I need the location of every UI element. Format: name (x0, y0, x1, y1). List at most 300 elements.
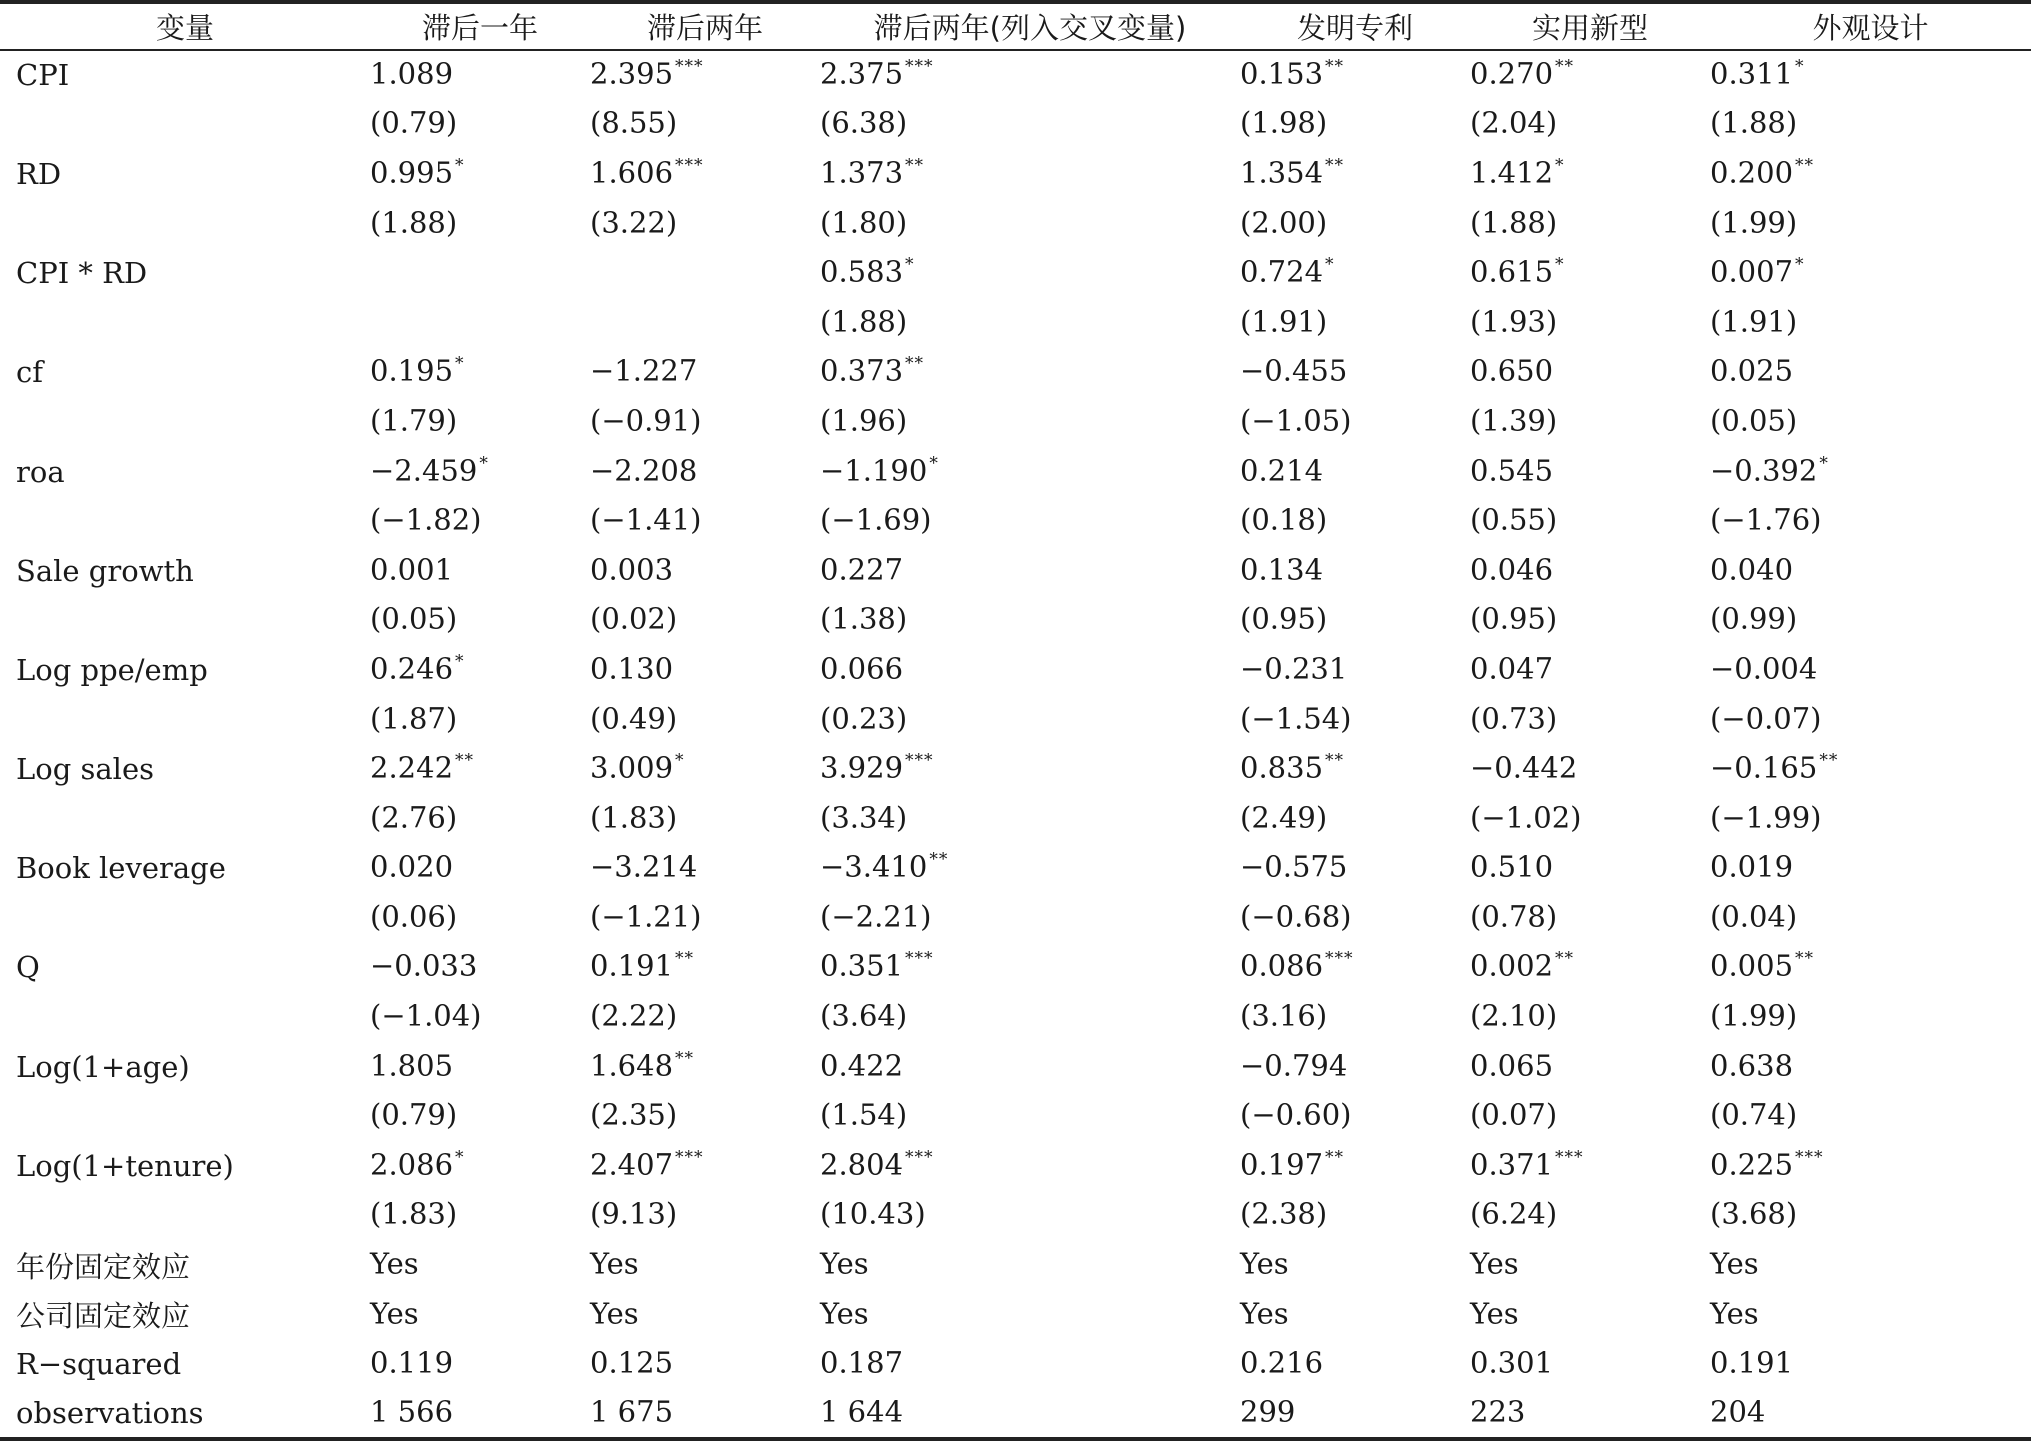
cell-content (1240, 354, 1347, 388)
cell-value: −0.575 (1240, 849, 1348, 884)
row-label: Q (16, 950, 40, 985)
table-cell (370, 1141, 590, 1191)
cell-value: 0.197 (1240, 1147, 1324, 1182)
cell-value: (−1.99) (1710, 800, 1822, 835)
table-cell (590, 943, 820, 993)
cell-content (820, 949, 934, 983)
row-label: cf (16, 355, 43, 390)
cell-content (1470, 502, 1557, 536)
cell-value: (1.91) (1710, 304, 1798, 339)
table-cell (820, 348, 1240, 398)
cell-value: 1 566 (370, 1394, 454, 1429)
cell-content (1470, 651, 1553, 685)
cell-value: −0.455 (1240, 353, 1348, 388)
cell-value: (3.64) (820, 998, 908, 1033)
table-cell (820, 943, 1240, 993)
cell-content (370, 1147, 465, 1181)
table-cell (1240, 1240, 1470, 1290)
table-cell (370, 1339, 590, 1389)
cell-content (1240, 106, 1327, 140)
cell-content (1240, 1098, 1352, 1132)
table-cell (1240, 546, 1470, 596)
table-cell (1240, 447, 1470, 497)
cell-content (590, 750, 685, 784)
cell-value: (0.05) (370, 601, 458, 636)
table-cell (820, 744, 1240, 794)
cell-value: (1.91) (1240, 304, 1328, 339)
cell-value: (6.24) (1470, 1196, 1558, 1231)
table-cell (1710, 992, 2031, 1042)
row-label (0, 1191, 370, 1241)
table-cell (820, 794, 1240, 844)
table-cell (1710, 1191, 2031, 1241)
significance-stars: * (479, 452, 489, 473)
row-label: Log(1+tenure) (16, 1148, 234, 1183)
cell-content (1240, 155, 1344, 189)
row-label: CPI * RD (16, 256, 148, 291)
cell-value: (1.54) (820, 1097, 908, 1132)
cell-content (1710, 1048, 1793, 1082)
table-cell (1470, 844, 1710, 894)
table-cell (370, 1389, 590, 1439)
cell-content (370, 1098, 457, 1132)
cell-content (590, 651, 673, 685)
cell-content (1240, 1048, 1347, 1082)
table-cell (590, 596, 820, 646)
cell-content (820, 602, 907, 636)
cell-content (1240, 1246, 1289, 1280)
table-cell (590, 794, 820, 844)
table-cell (820, 149, 1240, 199)
table-row (0, 1389, 2031, 1439)
cell-value: 0.195 (370, 353, 454, 388)
cell-content (1710, 850, 1793, 884)
table-cell (590, 893, 820, 943)
significance-stars: * (929, 452, 939, 473)
table-cell (590, 1339, 820, 1389)
row-label (0, 893, 370, 943)
cell-value: 0.130 (590, 651, 674, 686)
cell-content (1240, 1296, 1289, 1330)
row-label: Book leverage (16, 851, 226, 886)
cell-value: (2.38) (1240, 1196, 1328, 1231)
table-cell (1710, 447, 2031, 497)
cell-value: 0.246 (370, 651, 454, 686)
table-cell (370, 992, 590, 1042)
cell-value: 0.301 (1470, 1345, 1554, 1380)
cell-value: 3.929 (820, 750, 904, 785)
table-cell (590, 298, 820, 348)
table-cell (590, 1240, 820, 1290)
cell-content (820, 800, 907, 834)
table-row (0, 546, 2031, 596)
cell-value: 1.606 (590, 155, 674, 190)
cell-value: −3.214 (590, 849, 698, 884)
cell-content (820, 899, 932, 933)
cell-value: (0.49) (590, 700, 678, 735)
row-label (0, 199, 370, 249)
cell-content (370, 205, 457, 239)
cell-content (1470, 1098, 1557, 1132)
cell-content (370, 57, 453, 91)
table-cell (1470, 248, 1710, 298)
cell-value: 2.804 (820, 1147, 904, 1182)
cell-content (820, 1394, 903, 1428)
cell-content (590, 205, 677, 239)
cell-value: (2.35) (590, 1097, 678, 1132)
table-cell (1470, 1191, 1710, 1241)
cell-value: −0.442 (1470, 750, 1578, 785)
table-row (0, 149, 2031, 199)
cell-value: 1.805 (370, 1047, 454, 1082)
significance-stars: ** (1325, 56, 1345, 77)
cell-value: (0.05) (1710, 403, 1798, 438)
table-row (0, 1240, 2031, 1290)
cell-content (370, 552, 453, 586)
significance-stars: * (455, 651, 465, 672)
cell-content (1470, 1147, 1584, 1181)
table-cell (1470, 1339, 1710, 1389)
cell-value: 2.375 (820, 56, 904, 91)
cell-content (590, 552, 673, 586)
table-cell (1470, 100, 1710, 150)
table-cell (590, 1091, 820, 1141)
cell-value: 2.242 (370, 750, 454, 785)
cell-value: (−0.60) (1240, 1097, 1352, 1132)
cell-value: (0.07) (1470, 1097, 1558, 1132)
cell-content (1710, 1296, 1759, 1330)
cell-content (370, 949, 477, 983)
table-cell (370, 100, 590, 150)
table-cell (820, 447, 1240, 497)
cell-content (590, 106, 677, 140)
table-cell (820, 1240, 1240, 1290)
table-cell (820, 546, 1240, 596)
row-label (0, 397, 370, 447)
cell-content (1240, 453, 1323, 487)
significance-stars: ** (1795, 155, 1815, 176)
cell-content (1240, 850, 1347, 884)
cell-value: 0.650 (1470, 353, 1554, 388)
cell-value: 0.019 (1710, 849, 1794, 884)
cell-value: (0.95) (1470, 601, 1558, 636)
cell-value: (3.34) (820, 800, 908, 835)
cell-content (820, 254, 915, 288)
cell-content (1240, 899, 1352, 933)
cell-content (590, 602, 677, 636)
cell-value: (2.76) (370, 800, 458, 835)
cell-content (370, 1048, 453, 1082)
significance-stars: *** (905, 56, 934, 77)
cell-value: (−1.04) (370, 998, 482, 1033)
cell-value: (−1.41) (590, 502, 702, 537)
table-cell (1710, 397, 2031, 447)
table-cell (1470, 1141, 1710, 1191)
cell-value: (2.10) (1470, 998, 1558, 1033)
table-cell (820, 298, 1240, 348)
table-cell (1240, 496, 1470, 546)
table-cell (370, 447, 590, 497)
cell-value: (0.02) (590, 601, 678, 636)
table-cell (1470, 50, 1710, 100)
cell-content (1240, 1197, 1327, 1231)
significance-stars: *** (1555, 1147, 1584, 1168)
table-cell (370, 1240, 590, 1290)
cell-value: Yes (1470, 1295, 1519, 1330)
cell-value: 0.001 (370, 552, 454, 587)
cell-content (1470, 701, 1557, 735)
cell-value: (0.95) (1240, 601, 1328, 636)
table-cell (1710, 943, 2031, 993)
row-label (0, 794, 370, 844)
table-cell (370, 149, 590, 199)
cell-content (820, 1346, 903, 1380)
cell-value: (0.79) (370, 105, 458, 140)
cell-value: (−0.91) (590, 403, 702, 438)
table-row (0, 1091, 2031, 1141)
cell-content (370, 850, 453, 884)
cell-content (1710, 701, 1822, 735)
cell-content (820, 552, 903, 586)
table-row (0, 496, 2031, 546)
table-cell (1240, 1091, 1470, 1141)
cell-value: Yes (370, 1246, 419, 1281)
table-cell (590, 992, 820, 1042)
row-label (0, 100, 370, 150)
cell-value: (0.78) (1470, 899, 1558, 934)
cell-content (370, 155, 465, 189)
table-cell (1470, 596, 1710, 646)
table-cell (1240, 1290, 1470, 1340)
table-row (0, 844, 2031, 894)
cell-value: 0.191 (590, 948, 674, 983)
cell-content (820, 304, 907, 338)
cell-content (1470, 998, 1557, 1032)
significance-stars: * (905, 254, 915, 275)
table-cell (820, 1141, 1240, 1191)
table-row (0, 1290, 2031, 1340)
cell-content (1240, 1346, 1323, 1380)
cell-content (1470, 850, 1553, 884)
cell-value: 0.615 (1470, 254, 1554, 289)
cell-value: 0.086 (1240, 948, 1324, 983)
cell-content (370, 651, 465, 685)
table-cell (1710, 1240, 2031, 1290)
table-cell (820, 596, 1240, 646)
cell-content (1470, 1197, 1557, 1231)
table-cell (1240, 248, 1470, 298)
row-label (0, 695, 370, 745)
table-cell (1710, 1141, 2031, 1191)
table-cell (820, 992, 1240, 1042)
table-cell (820, 1191, 1240, 1241)
row-label (0, 496, 370, 546)
cell-content (1470, 155, 1565, 189)
significance-stars: *** (675, 56, 704, 77)
cell-value: 223 (1470, 1394, 1526, 1429)
cell-content (1470, 57, 1574, 91)
row-label: observations (16, 1395, 204, 1430)
cell-content (820, 205, 907, 239)
cell-value: 0.003 (590, 552, 674, 587)
cell-value: (1.93) (1470, 304, 1558, 339)
cell-content (1470, 1296, 1519, 1330)
table-row (0, 50, 2031, 100)
cell-content (1710, 403, 1797, 437)
table-cell (370, 893, 590, 943)
table-cell (820, 100, 1240, 150)
row-label: roa (16, 454, 65, 489)
cell-content (370, 1394, 453, 1428)
table-cell (370, 794, 590, 844)
cell-content (1240, 949, 1354, 983)
cell-value: 1 675 (590, 1394, 674, 1429)
cell-content (590, 800, 677, 834)
significance-stars: * (455, 1147, 465, 1168)
cell-content (820, 1048, 903, 1082)
cell-value: 0.373 (820, 353, 904, 388)
cell-content (590, 1197, 677, 1231)
table-cell (820, 1042, 1240, 1092)
cell-value: 0.125 (590, 1345, 674, 1380)
cell-value: 0.025 (1710, 353, 1794, 388)
table-cell (820, 893, 1240, 943)
significance-stars: *** (675, 1147, 704, 1168)
cell-content (1470, 1048, 1553, 1082)
table-cell (1470, 645, 1710, 695)
cell-content (590, 1346, 673, 1380)
cell-value: 1.412 (1470, 155, 1554, 190)
cell-content (370, 1197, 457, 1231)
cell-content (590, 453, 697, 487)
cell-value: (0.55) (1470, 502, 1558, 537)
cell-content (820, 750, 934, 784)
header-invention-patent: 发明专利 (1296, 11, 1413, 45)
table-cell (1470, 695, 1710, 745)
cell-content (1710, 155, 1814, 189)
cell-content (590, 1296, 639, 1330)
cell-value: 0.191 (1710, 1345, 1794, 1380)
cell-value: 0.047 (1470, 651, 1554, 686)
table-cell (1240, 199, 1470, 249)
table-cell (1710, 1339, 2031, 1389)
cell-content (1470, 949, 1574, 983)
cell-content (370, 1346, 453, 1380)
cell-value: (0.04) (1710, 899, 1798, 934)
table-cell (1710, 1042, 2031, 1092)
cell-value: 0.002 (1470, 948, 1554, 983)
cell-content (370, 899, 457, 933)
cell-value: −3.410 (820, 849, 928, 884)
significance-stars: ** (675, 948, 695, 969)
table-row (0, 695, 2031, 745)
cell-value: Yes (1240, 1246, 1289, 1281)
table-cell (370, 496, 590, 546)
table-row (0, 645, 2031, 695)
table-cell (370, 1290, 590, 1340)
table-cell (1710, 1290, 2031, 1340)
table-cell (590, 100, 820, 150)
cell-content (820, 1147, 934, 1181)
table-cell (1470, 447, 1710, 497)
cell-value: 0.046 (1470, 552, 1554, 587)
row-label: 公司固定效应 (16, 1299, 191, 1334)
table-cell (1470, 298, 1710, 348)
cell-value: −2.459 (370, 452, 478, 487)
cell-value: (0.99) (1710, 601, 1798, 636)
cell-value: (1.96) (820, 403, 908, 438)
table-cell (1240, 1191, 1470, 1241)
cell-value: 0.724 (1240, 254, 1324, 289)
table-cell (1710, 546, 2031, 596)
cell-value: (1.79) (370, 403, 458, 438)
table-cell (1710, 695, 2031, 745)
cell-content (1470, 1246, 1519, 1280)
table-cell (820, 1290, 1240, 1340)
table-cell (590, 1290, 820, 1340)
cell-content (1710, 502, 1822, 536)
cell-content (1710, 899, 1797, 933)
table-cell (820, 397, 1240, 447)
significance-stars: *** (1795, 1147, 1824, 1168)
table-cell (1240, 1339, 1470, 1389)
table-cell (1470, 992, 1710, 1042)
table-row (0, 744, 2031, 794)
significance-stars: ** (1325, 750, 1345, 771)
cell-value: (−1.21) (590, 899, 702, 934)
cell-content (1470, 354, 1553, 388)
cell-value: 0.995 (370, 155, 454, 190)
row-label: Log(1+age) (16, 1049, 190, 1084)
cell-content (1470, 899, 1557, 933)
cell-content (1470, 205, 1557, 239)
table-cell (370, 943, 590, 993)
cell-value: (1.39) (1470, 403, 1558, 438)
cell-value: 0.200 (1710, 155, 1794, 190)
table-cell (1710, 100, 2031, 150)
table-cell (1240, 298, 1470, 348)
cell-content (370, 800, 457, 834)
cell-content (820, 403, 907, 437)
cell-value: 0.020 (370, 849, 454, 884)
cell-content (1710, 453, 1829, 487)
table-cell (820, 1389, 1240, 1439)
table-cell (590, 844, 820, 894)
cell-content (820, 998, 907, 1032)
significance-stars: ** (1325, 155, 1345, 176)
table-cell (820, 199, 1240, 249)
cell-content (1710, 800, 1822, 834)
cell-content (1710, 1394, 1765, 1428)
table-cell (370, 1191, 590, 1241)
significance-stars: * (455, 155, 465, 176)
cell-value: 0.187 (820, 1345, 904, 1380)
table-cell (1470, 149, 1710, 199)
table-cell (370, 546, 590, 596)
cell-content (590, 1246, 639, 1280)
cell-content (370, 453, 489, 487)
table-body (0, 50, 2031, 1439)
cell-value: (0.79) (370, 1097, 458, 1132)
cell-value: −2.208 (590, 452, 698, 487)
cell-value: (0.06) (370, 899, 458, 934)
significance-stars: *** (905, 750, 934, 771)
cell-value: (1.80) (820, 204, 908, 239)
cell-content (1240, 205, 1327, 239)
cell-value: (1.38) (820, 601, 908, 636)
cell-value: (1.87) (370, 700, 458, 735)
table-cell (1470, 1389, 1710, 1439)
